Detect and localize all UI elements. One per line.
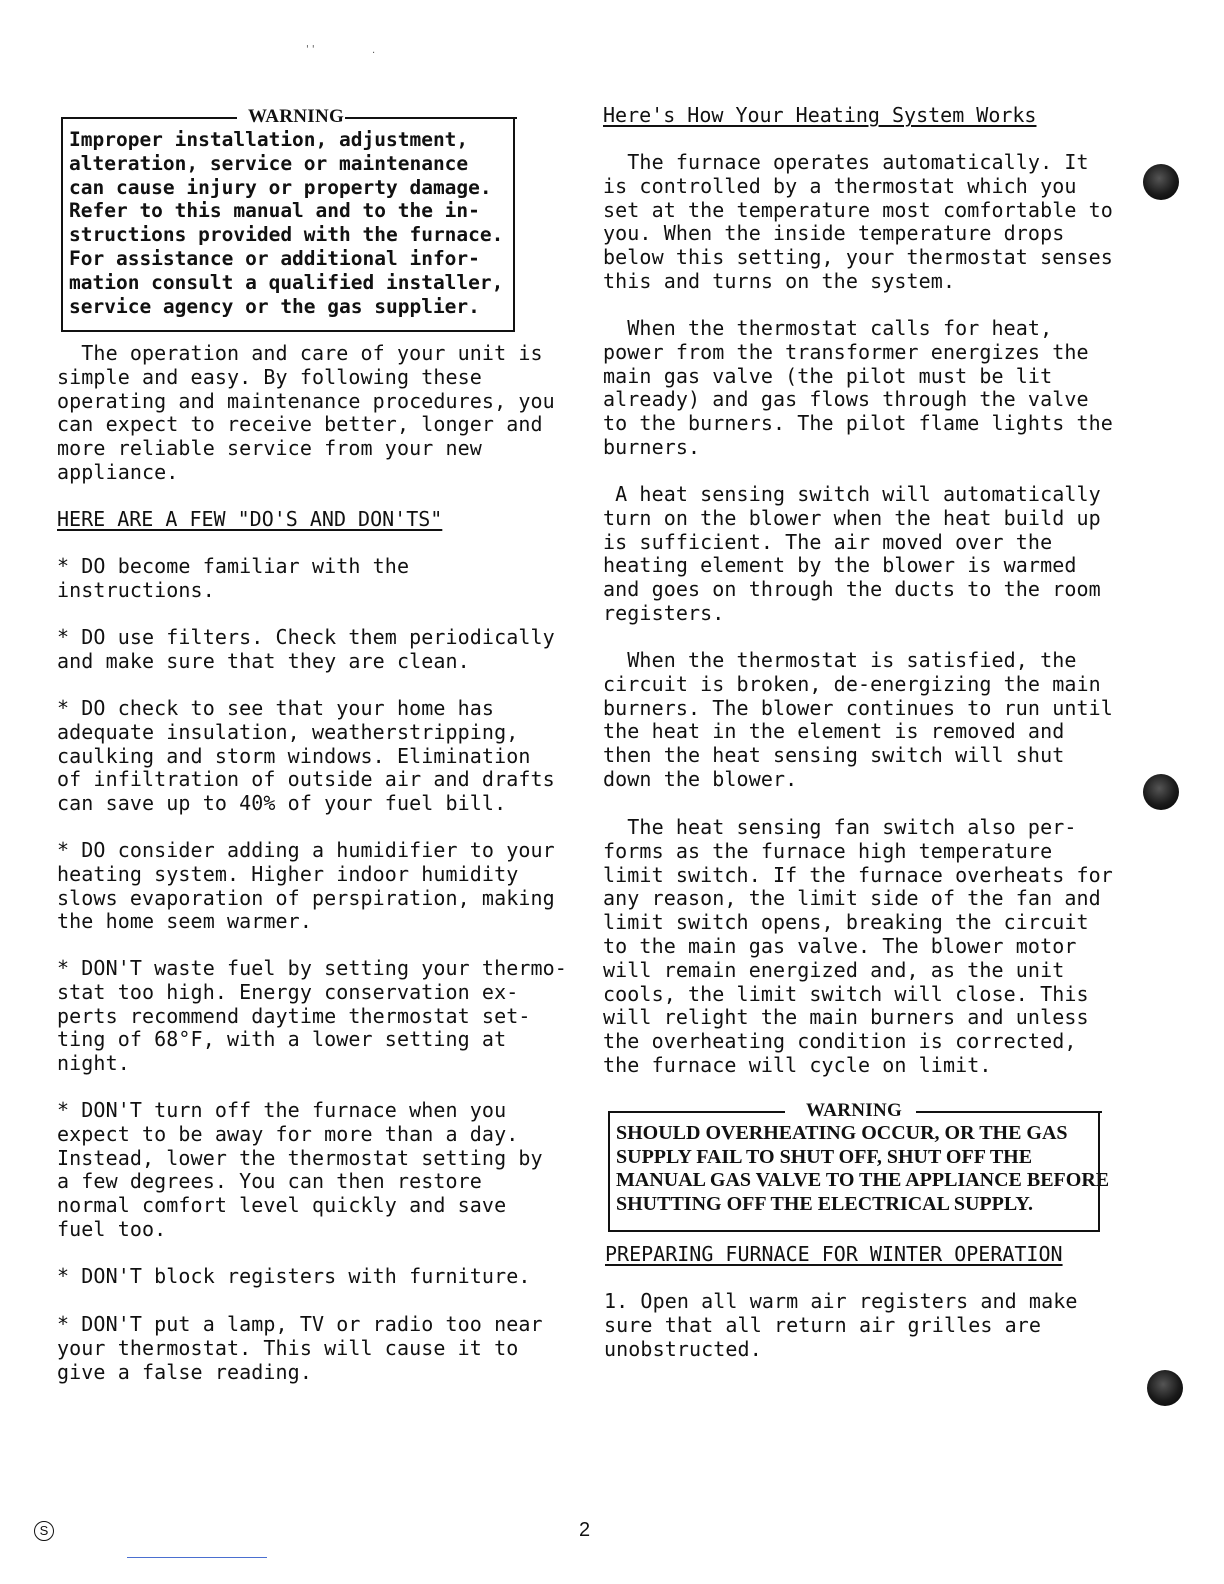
paragraph: The furnace operates automatically. It is controlled by a thermostat which you set at the temperature most comfortable to you. When the inside temperature drops below this setting, your thermostat senses this and turns on the system.	[603, 150, 1113, 293]
list-item: 1. Open all warm air registers and make sure that all return air grilles are unobstructed.	[604, 1289, 1078, 1361]
binder-hole-bottom	[1147, 1370, 1183, 1406]
binder-hole-top	[1143, 164, 1179, 200]
list-item: * DON'T block registers with furniture.	[57, 1264, 531, 1288]
binder-hole-middle	[1143, 774, 1179, 810]
warning-rule-left	[61, 117, 237, 119]
list-item: * DON'T waste fuel by setting your thermo- stat too high. Energy conservation ex- perts recommend daytime thermostat set- ting of 68°F, with a lower setting at night.	[57, 956, 567, 1076]
list-item: * DO become familiar with the instructions.	[57, 554, 410, 602]
how-it-works-heading: Here's How Your Heating System Works	[603, 103, 1037, 127]
scan-speck: ' '	[306, 44, 315, 55]
scan-speck: ·	[372, 48, 376, 59]
footer-mark: S	[34, 1521, 54, 1541]
list-item: * DON'T put a lamp, TV or radio too near your thermostat. This will cause it to give a false reading.	[57, 1312, 543, 1384]
warning-title: WARNING	[248, 106, 345, 127]
page-number: 2	[579, 1519, 591, 1541]
paragraph: A heat sensing switch will automatically turn on the blower when the heat build up is sufficient. The air moved over the heating element by the blower is warmed and goes on through the ducts to the room registers.	[603, 482, 1101, 625]
warning-rule-right	[345, 117, 517, 119]
dos-and-donts-heading: HERE ARE A FEW "DO'S AND DON'TS"	[57, 507, 443, 531]
warning-title: WARNING	[806, 1100, 903, 1121]
warning-rule-right	[916, 1111, 1102, 1113]
warning-text: SHOULD OVERHEATING OCCUR, OR THE GAS SUPPLY FAIL TO SHUT OFF, SHUT OFF THE MANUAL GAS VALVE TO THE APPLIANCE BEFORE SHUTTING OFF THE ELECTRICAL SUPPLY.	[616, 1122, 1110, 1215]
warning-box-installation	[61, 106, 515, 332]
list-item: * DO use filters. Check them periodically and make sure that they are clean.	[57, 625, 555, 673]
list-item: * DO check to see that your home has adequate insulation, weatherstripping, caulking and storm windows. Elimination of infiltration of outside air and drafts can save up to 40% of your fuel bill.	[57, 696, 555, 816]
warning-rule-left	[608, 1111, 785, 1113]
warning-text: Improper installation, adjustment, alteration, service or maintenance can cause injury or property damage. Refer to this manual and to the in- structions provided with the furnace. For assistance or additional infor- mation consult a qualified installer, service agency or the gas supplier.	[69, 128, 504, 318]
footer-rule	[127, 1557, 267, 1558]
paragraph: When the thermostat calls for heat, power from the transformer energizes the main gas valve (the pilot must be lit already) and gas flows through the valve to the burners. The pilot flame lights the burners.	[603, 316, 1113, 459]
list-item: * DO consider adding a humidifier to your heating system. Higher indoor humidity slows evaporation of perspiration, making the home seem warmer.	[57, 838, 555, 934]
paragraph: When the thermostat is satisfied, the circuit is broken, de-energizing the main burners. The blower continues to run until the heat in the element is removed and then the heat sensing switch will shut down the blower.	[603, 648, 1113, 791]
preparing-furnace-heading: PREPARING FURNACE FOR WINTER OPERATION	[605, 1242, 1063, 1266]
intro-paragraph: The operation and care of your unit is simple and easy. By following these operating and maintenance procedures, you can expect to receive better, longer and more reliable service from your new appliance.	[57, 341, 555, 484]
list-item: * DON'T turn off the furnace when you expect to be away for more than a day. Instead, lower the thermostat setting by a few degrees. You can then restore normal comfort level quickly and save fuel too.	[57, 1098, 543, 1241]
paragraph: The heat sensing fan switch also per- forms as the furnace high temperature limit switch. If the furnace overheats for any reason, the limit side of the fan and limit switch opens, breaking the circuit to the main gas valve. The blower motor will remain energized and, as the unit cools, the limit switch will close. This will relight the main burners and unless the overheating condition is corrected, the furnace will cycle on limit.	[603, 815, 1113, 1077]
warning-box-overheating	[608, 1100, 1110, 1232]
